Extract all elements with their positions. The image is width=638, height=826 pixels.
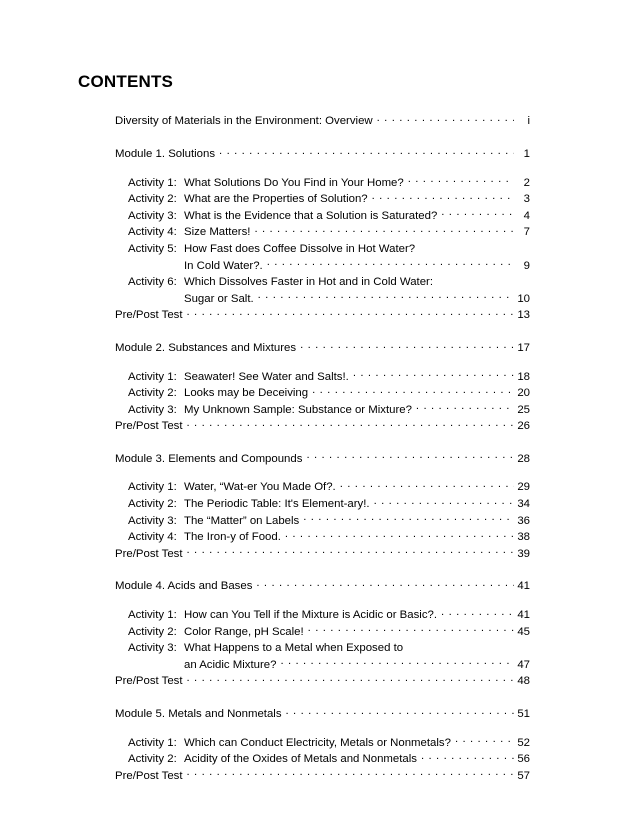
toc-entry-title: Size Matters! [184,226,251,239]
toc-page-number: 34 [517,498,530,511]
toc-entry-title: Which can Conduct Electricity, Metals or Nonmetals? [184,736,451,749]
toc-entry-activity[interactable] [0,623,638,640]
toc-entry-key: Activity 3: [128,403,177,416]
toc-entry-label [128,274,433,290]
toc-entry-activity[interactable] [0,751,638,768]
dot-leader [419,241,528,252]
toc-entry-key: Activity 2: [128,625,177,638]
dot-leader [303,512,514,523]
toc-entry-label [128,175,404,191]
toc-module-heading[interactable] [0,706,638,723]
toc-page-number: 28 [517,452,530,465]
toc-entry-key: Activity 5: [128,242,177,255]
toc-entry-activity[interactable] [0,496,638,513]
toc-entry-key: Activity 6: [128,276,177,289]
toc-entry-title: The Periodic Table: It's Element-ary!. [184,498,370,511]
toc-entry-activity[interactable] [0,368,638,385]
toc-entry-title: Which Dissolves Faster in Hot and in Cold Water: [184,276,433,289]
toc-entry-key: Activity 2: [128,193,177,206]
toc-entry-title: Pre/Post Test [115,420,183,433]
toc-module-heading[interactable] [0,340,638,357]
dot-leader [408,174,514,185]
dot-leader [340,479,514,490]
toc-entry-title: Pre/Post Test [115,547,183,560]
dot-leader [286,706,514,717]
toc-entry-label [128,479,336,495]
toc-entry-key: Activity 3: [128,642,177,655]
toc-entry-activity[interactable] [0,479,638,496]
dot-leader [308,623,514,634]
toc-entry-key: Activity 4: [128,531,177,544]
toc-entry-line[interactable] [0,640,638,657]
toc-entry-continuation[interactable] [0,290,638,307]
toc-page-number: 20 [517,387,530,400]
dot-leader [306,451,514,462]
toc-entry-label [128,191,368,207]
toc-entry-label: Module 3. Elements and Compounds [115,452,303,465]
toc-entry-label: Module 1. Solutions [115,147,216,160]
toc-page-number: 25 [517,403,530,416]
toc-page-number: 17 [517,341,530,354]
toc-page-number: 13 [517,309,530,322]
toc-entry-title: Water, “Wat-er You Made Of?. [184,481,336,494]
toc-entry-key: Activity 2: [128,498,177,511]
toc-entry-label [115,673,183,689]
dot-leader [256,578,514,589]
toc-page-number: 18 [517,370,530,383]
toc-entry-label [115,307,183,323]
dot-leader [416,401,514,412]
toc-entry-key: Activity 1: [128,176,177,189]
toc-page-number: 10 [517,292,530,305]
toc-entry-label [128,640,403,656]
toc-entry-key: Activity 1: [128,370,177,383]
toc-entry-label [115,418,183,434]
toc-page-number: 1 [523,147,530,160]
spacer [0,356,638,368]
toc-entry-title: The “Matter” on Labels [184,514,300,527]
toc-page-number: 38 [517,531,530,544]
toc-entry-title: Color Range, pH Scale! [184,625,304,638]
toc-entry-title: My Unknown Sample: Substance or Mixture? [184,403,412,416]
toc-entry-title: What Solutions Do You Find in Your Home? [184,176,404,189]
spacer [0,595,638,607]
toc-entry-label [128,529,281,545]
toc-module-heading[interactable] [0,578,638,595]
toc-entry-label: Module 4. Acids and Bases [115,580,253,593]
toc-entry-label: Diversity of Materials in the Environment: Overview [115,115,373,128]
toc-entry-label [115,546,183,562]
dot-leader [187,767,514,778]
dot-leader [187,545,514,556]
spacer [0,162,638,174]
toc-entry-label [128,402,412,418]
toc-entry-activity[interactable] [0,607,638,624]
toc-entry-label [128,735,451,751]
dot-leader [407,640,528,651]
toc-page-number: 3 [523,193,530,206]
toc-entry-line[interactable] [0,274,638,291]
module-list [0,146,638,784]
toc-entry-activity[interactable] [0,512,638,529]
toc-entry-overview[interactable] [0,113,638,130]
toc-entry-activity[interactable] [0,529,638,546]
toc-entry-title: Pre/Post Test [115,675,183,688]
toc-entry-activity[interactable] [0,734,638,751]
toc-entry-key: Activity 3: [128,514,177,527]
toc-entry-prepost-test[interactable] [0,767,638,784]
toc-entry-key: Activity 3: [128,209,177,222]
toc-page-number: 56 [517,753,530,766]
toc-entry-title: What is the Evidence that a Solution is Saturated? [184,209,438,222]
dot-leader [187,673,514,684]
spacer [0,690,638,706]
toc-entry-title: How Fast does Coffee Dissolve in Hot Water? [184,242,416,255]
toc-entry-label: Module 2. Substances and Mixtures [115,341,297,354]
toc-entry-continuation[interactable] [0,656,638,673]
dot-leader [300,340,514,351]
dot-leader [441,607,514,618]
toc-entry-key: Activity 4: [128,226,177,239]
toc-entry-prepost-test[interactable] [0,545,638,562]
spacer [0,324,638,340]
toc-entry-title: How can You Tell if the Mixture is Acidic or Basic?. [184,609,438,622]
toc-entry-title: Acidity of the Oxides of Metals and Nonmetals [184,753,417,766]
spacer [0,722,638,734]
toc-page-number: 7 [523,226,530,239]
toc-page-number: 26 [517,420,530,433]
toc-entry-prepost-test[interactable] [0,673,638,690]
page-title: CONTENTS [78,72,174,91]
toc-page-number: 36 [517,514,530,527]
toc-entry-key: Activity 2: [128,387,177,400]
toc-entry-label [128,369,349,385]
toc-page-number: 2 [523,176,530,189]
toc-entry-title: Pre/Post Test [115,309,183,322]
toc-entry-key: Activity 1: [128,609,177,622]
dot-leader [219,146,514,157]
dot-leader [280,656,514,667]
toc-page-number: 57 [517,769,530,782]
dot-leader [258,290,514,301]
toc-module-heading[interactable] [0,451,638,468]
dot-leader [372,191,514,202]
toc-entry-activity[interactable] [0,207,638,224]
toc-page-number: 29 [517,481,530,494]
toc-entry-title: Seawater! See Water and Salts!. [184,370,349,383]
toc-entry-key: Activity 1: [128,736,177,749]
dot-leader [285,529,514,540]
table-of-contents [0,113,638,784]
toc-entry-activity[interactable] [0,385,638,402]
spacer [0,130,638,146]
toc-entry-continuation[interactable] [0,257,638,274]
toc-entry-title: What are the Properties of Solution? [184,193,368,206]
dot-leader [254,224,514,235]
toc-page-number: 52 [517,736,530,749]
dot-leader [353,368,514,379]
toc-entry-title: In Cold Water?. [184,259,263,272]
toc-entry-title: Sugar or Salt. [184,292,254,305]
toc-page-number: 47 [517,658,530,671]
toc-entry-key: Activity 1: [128,481,177,494]
dot-leader [374,496,514,507]
dot-leader [187,418,514,429]
toc-entry-title: The Iron-y of Food. [184,531,281,544]
toc-entry-label [128,607,437,623]
dot-leader [312,385,514,396]
toc-page-number: 41 [517,609,530,622]
toc-entry-label: Module 5. Metals and Nonmetals [115,708,282,721]
toc-page-number: i [527,115,530,128]
dot-leader [377,113,514,124]
toc-entry-label [128,513,299,529]
toc-entry-label [128,224,250,240]
toc-entry-label [128,624,304,640]
toc-entry-label [115,768,183,784]
spacer [0,435,638,451]
toc-page-number: 39 [517,547,530,560]
toc-page-number: 45 [517,625,530,638]
toc-entry-title: What Happens to a Metal when Exposed to [184,642,404,655]
toc-entry-prepost-test[interactable] [0,307,638,324]
toc-entry-title: Looks may be Deceiving [184,387,309,400]
toc-entry-activity[interactable] [0,174,638,191]
toc-module-heading[interactable] [0,146,638,163]
dot-leader [187,307,514,318]
dot-leader [267,257,514,268]
dot-leader [455,734,514,745]
toc-page-number: 48 [517,675,530,688]
toc-entry-title: Pre/Post Test [115,769,183,782]
toc-entry-label [128,385,308,401]
toc-page-number: 4 [523,209,530,222]
toc-entry-activity[interactable] [0,401,638,418]
toc-entry-line[interactable] [0,241,638,258]
toc-entry-label [128,496,370,512]
dot-leader [421,751,514,762]
dot-leader [437,274,528,285]
toc-entry-activity[interactable] [0,191,638,208]
toc-entry-activity[interactable] [0,224,638,241]
toc-page-number: 41 [517,580,530,593]
toc-entry-label [128,208,437,224]
toc-entry-prepost-test[interactable] [0,418,638,435]
toc-entry-label [128,241,415,257]
toc-entry-key: Activity 2: [128,753,177,766]
spacer [0,467,638,479]
toc-entry-label [128,751,417,767]
dot-leader [441,207,514,218]
toc-entry-title: an Acidic Mixture? [184,658,277,671]
toc-page-number: 51 [517,708,530,721]
toc-page-number: 9 [523,259,530,272]
spacer [0,562,638,578]
